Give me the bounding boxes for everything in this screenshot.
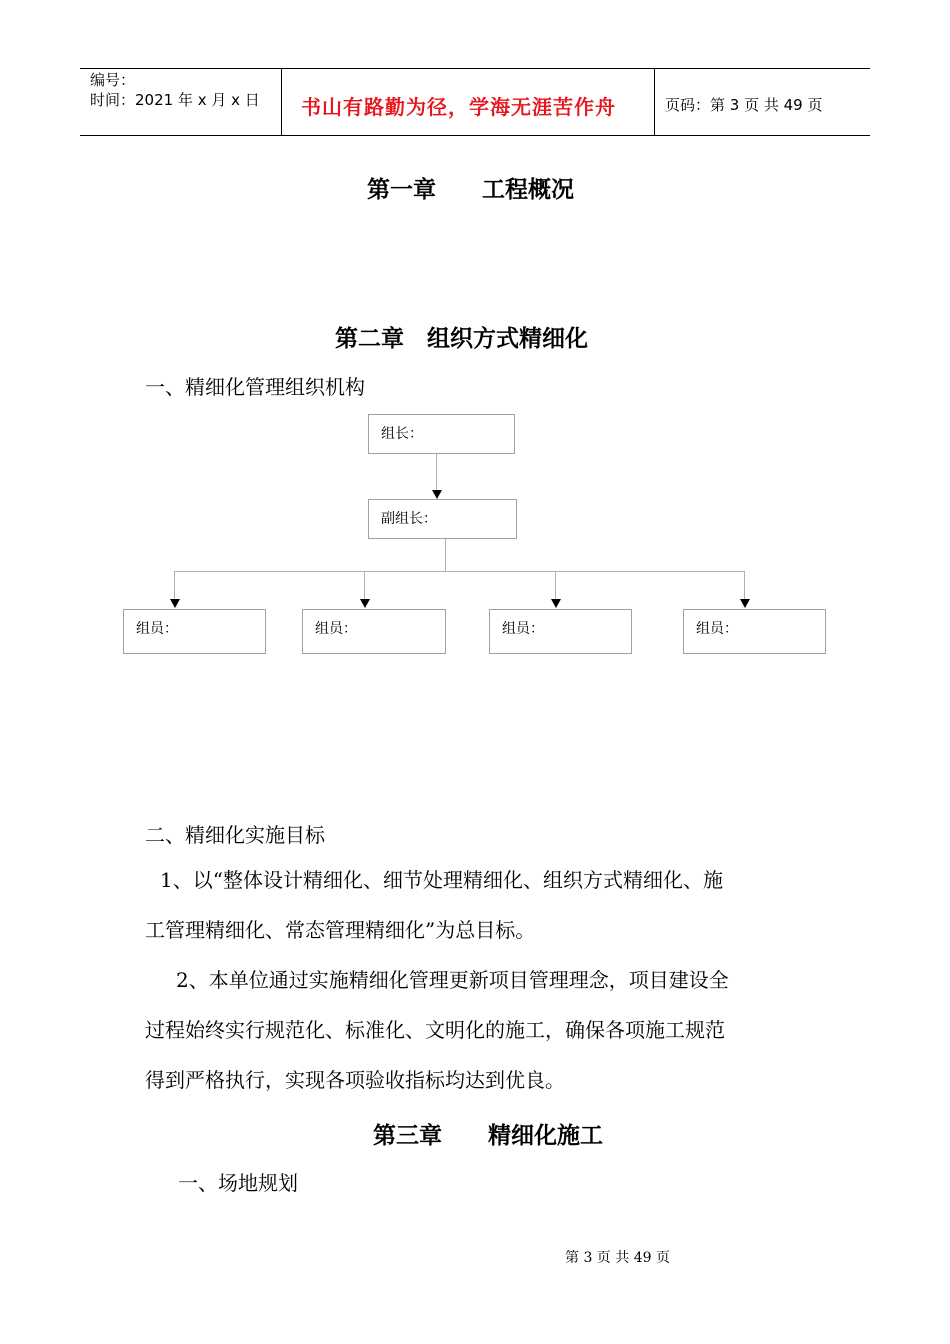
org-box-member-1 — [123, 609, 266, 654]
paragraph-line: 工管理精细化、常态管理精细化”为总目标。 — [145, 918, 536, 942]
header-page-info: 页码：第 3 页 共 49 页 — [665, 96, 823, 114]
connector-member-2 — [364, 571, 365, 599]
org-box-leader — [368, 414, 515, 454]
org-box-deputy — [368, 499, 517, 539]
arrow-to-deputy — [432, 490, 442, 499]
connector-deputy-down — [445, 539, 446, 571]
arrow-to-member-3 — [551, 599, 561, 608]
chapter-3-title: 第三章 精细化施工 — [373, 1123, 603, 1149]
org-leader-label: 组长： — [381, 426, 423, 442]
header-divider-right — [654, 68, 655, 136]
org-member-label: 组员： — [136, 621, 178, 637]
arrow-to-member-1 — [170, 599, 180, 608]
paragraph-line: 得到严格执行，实现各项验收指标均达到优良。 — [145, 1068, 565, 1092]
header-motto: 书山有路勤为径，学海无涯苦作舟 — [301, 95, 616, 119]
connector-horizontal — [174, 571, 745, 572]
connector-leader-deputy — [436, 454, 437, 490]
page-footer: 第 3 页 共 49 页 — [565, 1250, 670, 1266]
section-implementation-goals: 二、精细化实施目标 — [145, 823, 325, 847]
header-time-label: 时间：2021 年 x 月 x 日 — [90, 91, 260, 109]
header-number-label: 编号： — [90, 71, 136, 89]
org-member-label: 组员： — [315, 621, 357, 637]
header-bottom-border — [80, 135, 870, 136]
chapter-1-title: 第一章 工程概况 — [367, 177, 574, 203]
arrow-to-member-2 — [360, 599, 370, 608]
section-org-structure: 一、精细化管理组织机构 — [145, 375, 365, 399]
org-deputy-label: 副组长： — [381, 511, 437, 527]
paragraph-line: 1、以“整体设计精细化、细节处理精细化、组织方式精细化、施 — [160, 868, 723, 892]
arrow-to-member-4 — [740, 599, 750, 608]
paragraph-line: 2、本单位通过实施精细化管理更新项目管理理念，项目建设全 — [176, 968, 729, 992]
chapter-2-title: 第二章 组织方式精细化 — [335, 326, 588, 352]
section-site-planning: 一、场地规划 — [178, 1171, 298, 1195]
header-divider-left — [281, 68, 282, 136]
org-box-member-2 — [302, 609, 446, 654]
connector-member-1 — [174, 571, 175, 599]
org-box-member-3 — [489, 609, 632, 654]
org-box-member-4 — [683, 609, 826, 654]
header-top-border — [80, 68, 870, 69]
org-member-label: 组员： — [502, 621, 544, 637]
org-member-label: 组员： — [696, 621, 738, 637]
paragraph-line: 过程始终实行规范化、标准化、文明化的施工，确保各项施工规范 — [145, 1018, 725, 1042]
connector-member-4 — [744, 571, 745, 599]
connector-member-3 — [555, 571, 556, 599]
